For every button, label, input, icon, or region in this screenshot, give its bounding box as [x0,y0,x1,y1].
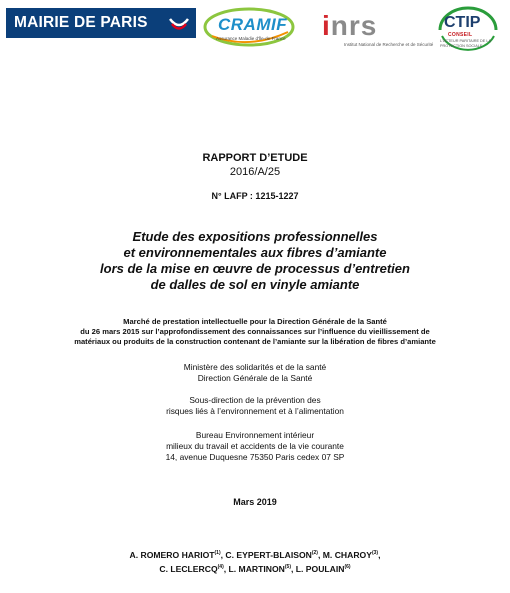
report-title: RAPPORT D’ETUDE [202,152,308,164]
author-affiliation: (5) [284,564,291,571]
inrs-logo-subtitle: Institut National de Recherche et de Sécurité [344,42,434,47]
logo-bar [0,0,510,60]
author-name: A. ROMERO HARIOT [129,550,215,560]
study-title-line: de dalles de sol en vinyle amiante [150,277,360,292]
report-reference: 2016/A/25 [229,166,281,178]
mairie-logo-text: MAIRIE DE PARIS [14,14,148,31]
ministry-line: Direction Générale de la Santé [197,373,313,383]
author-name: C. EYPERT-BLAISON [225,550,312,560]
study-title-line: et environnementales aux fibres d’amiante [123,245,387,260]
author-affiliation: (3) [371,550,379,557]
market-description-line: matériaux ou produits de la construction contenant de l’amiante sur la libération de fibres d’amiante [74,337,436,346]
study-title-line: lors de la mise en œuvre de processus d’entretien [100,261,410,276]
authors-line: C. LECLERCQ$^{(4)}$, L. MARTINON$^{(5)}$, L. POULAIN$^{(6)}$ [159,564,351,574]
inrs-logo-text: inrs [322,10,378,41]
inrs-logo [318,6,434,52]
bureau-line: Bureau Environnement intérieur [195,430,315,440]
author-name: C. LECLERCQ [159,564,218,574]
ctip-logo-conseil: CONSEIL [448,32,473,38]
report-date: Mars 2019 [233,497,277,507]
cramif-logo-text: CRAMIF [218,15,288,34]
paris-ship-icon [167,11,191,35]
ctip-logo-subtitle: L'ACTEUR PARITAIRE DE LA PROTECTION SOCIALE [440,39,491,48]
subdirection-line: risques liés à l’environnement et à l’alimentation [166,406,344,416]
market-description-line: du 26 mars 2015 sur l’approfondissement des connaissances sur l’influence du vieillissement de [80,327,430,336]
mairie-de-paris-logo [6,8,196,38]
ministry-line: Ministère des solidarités et de la santé [183,362,327,372]
author-affiliation: (4) [217,564,224,571]
author-name: L. POULAIN [295,564,345,574]
cramif-logo-subtitle: Assurance Maladie d'Île-de-France [216,36,286,41]
cramif-logo [202,6,298,50]
market-description-line: Marché de prestation intellectuelle pour la Direction Générale de la Santé [123,317,387,326]
author-affiliation: (2) [311,550,318,557]
author-affiliation: (6) [344,564,351,571]
study-title-line: Etude des expositions professionnelles [132,229,378,244]
ctip-logo [436,6,506,56]
authors-line: A. ROMERO HARIOT$^{(1)}$, C. EYPERT-BLAISON$^{(2)}$, M. CHAROY$^{(3)}$, [129,550,381,560]
lafp-number: N° LAFP : 1215-1227 [211,191,299,201]
subdirection-line: Sous-direction de la prévention des [189,395,321,405]
author-name: M. CHAROY [322,550,372,560]
bureau-line: milieux du travail et accidents de la vie courante [166,441,344,451]
author-affiliation: (1) [214,550,221,557]
ctip-logo-text: CTIP [444,14,481,31]
author-name: L. MARTINON [228,564,285,574]
bureau-line: 14, avenue Duquesne 75350 Paris cedex 07 SP [165,452,345,462]
